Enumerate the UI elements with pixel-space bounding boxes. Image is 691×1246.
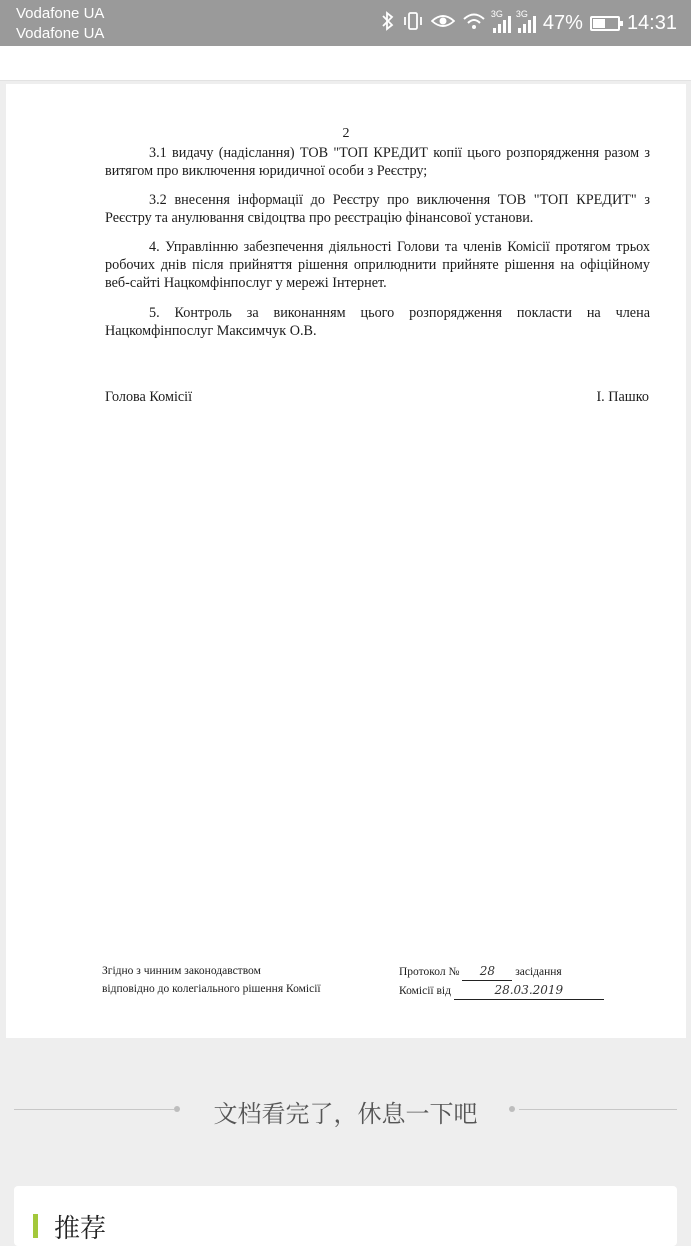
battery-percent: 47%	[542, 11, 583, 34]
paragraph-3-1: 3.1 видачу (надіслання) ТОВ "ТОП КРЕДИТ копії цього розпорядження разом з витягом про виключення юридичної особи з Реєстру;	[105, 145, 650, 179]
page-number: 2	[342, 126, 350, 141]
battery-icon	[590, 16, 620, 31]
end-of-document-message: 文档看完了，休息一下吧	[213, 1100, 478, 1128]
divider-right	[519, 1109, 677, 1110]
paragraph-5: 5. Контроль за виконанням цього розпорядження покласти на члена Нацкомфінпослуг Максимчук О.В.	[105, 305, 650, 339]
signal-icon	[490, 9, 511, 33]
paragraph-3-2: 3.2 внесення інформації до Реєстру про виключення ТОВ "ТОП КРЕДИТ" з Реєстру та анулювання свідоцтва про реєстрацію фінансової установи.	[105, 192, 650, 226]
network-2-label: 3G	[515, 9, 528, 19]
document-page[interactable]	[6, 84, 686, 1038]
vibrate-icon	[402, 11, 424, 35]
wifi-icon	[462, 11, 486, 35]
eye-icon	[431, 11, 455, 35]
protocol-prefix: Протокол №	[399, 966, 460, 978]
paragraph-4: 4. Управлінню забезпечення діяльності Голови та членів Комісії протягом трьох робочих днів після прийняття рішення оприлюднити прийняте рішення на офіційному веб-сайті Нацкомфінпослуг у мережі Інтернет.	[105, 239, 650, 291]
commission-prefix: Комісії від	[399, 985, 451, 997]
viewer-top-band	[0, 46, 691, 81]
recommendations-accent-bar	[33, 1214, 38, 1238]
approval-stamp-right	[399, 962, 604, 1000]
network-1-label: 3G	[490, 9, 503, 19]
carrier-names	[16, 4, 104, 44]
recommendations-title[interactable]: 推荐	[54, 1214, 107, 1244]
carrier-2: Vodafone UA	[16, 25, 105, 42]
bluetooth-icon	[381, 11, 395, 35]
protocol-number: 28	[462, 962, 512, 981]
stamp-line-2: відповідно до колегіального рішення Комісії	[102, 983, 321, 995]
signal-icon	[515, 9, 536, 33]
protocol-date: 28.03.2019	[454, 981, 604, 1000]
clock: 14:31	[626, 11, 677, 34]
recommendations-card[interactable]	[14, 1186, 677, 1246]
signature-title: Голова Комісії	[105, 389, 193, 405]
status-icons	[381, 8, 677, 38]
stamp-line-1: Згідно з чинним законодавством	[102, 965, 261, 977]
carrier-1: Vodafone UA	[16, 5, 105, 22]
protocol-suffix: засідання	[515, 966, 562, 978]
approval-stamp-left	[102, 962, 321, 998]
battery-fill	[593, 19, 605, 28]
status-bar	[0, 0, 691, 46]
signature-name: І. Пашко	[596, 389, 649, 405]
divider-dot-right	[509, 1106, 515, 1112]
